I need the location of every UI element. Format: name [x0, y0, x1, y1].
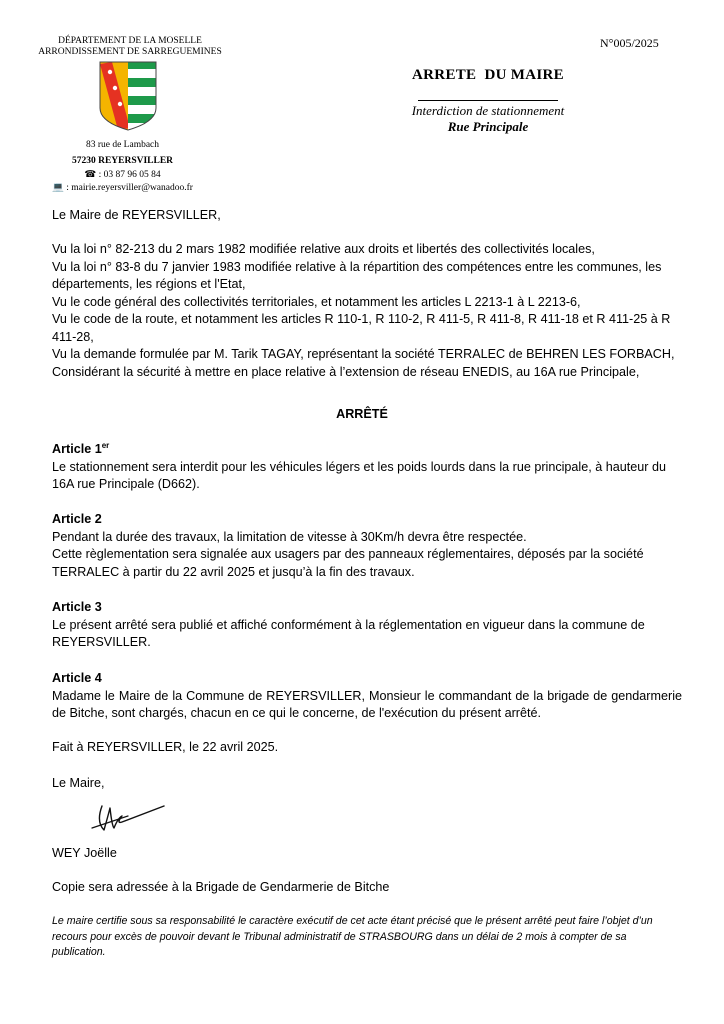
decree-street: Rue Principale	[447, 119, 529, 134]
address-city: 57230 REYERSVILLER	[71, 156, 174, 166]
article-text: Le stationnement sera interdit pour les véhicules légers et les poids lourds dans la rue principale, à hauteur du 16A rue Principale (D662).	[52, 459, 666, 491]
title-divider	[418, 100, 558, 101]
consideration-item: Vu la loi n° 82-213 du 2 mars 1982 modifiée relative aux droits et libertés des collectivités locales,	[52, 242, 595, 256]
article-heading: Article 2	[52, 512, 102, 526]
decision-heading: ARRÊTÉ	[336, 407, 388, 421]
place-date: Fait à REYERSVILLER, le 22 avril 2025.	[52, 740, 279, 754]
copy-notice: Copie sera adressée à la Brigade de Gendarmerie de Bitche	[52, 880, 390, 894]
coat-of-arms-logo	[98, 60, 158, 132]
address-street: 83 rue de Lambach	[85, 140, 160, 150]
email-line	[0, 182, 245, 193]
consideration-item: Vu le code général des collectivités territoriales, et notamment les articles L 2213-1 à L 2213-6,	[52, 294, 581, 309]
signatory-name: WEY Joëlle	[52, 846, 117, 860]
decree-title: ARRETE DU MAIRE	[412, 67, 564, 83]
email-address[interactable]: : mairie.reyersviller@wanadoo.fr	[66, 183, 193, 193]
department-label: DÉPARTEMENT DE LA MOSELLE	[58, 36, 202, 46]
article-4	[52, 670, 682, 723]
consideration-item: Vu la loi n° 83-8 du 7 janvier 1983 modifiée relative à la répartition des compétences entre les communes, les départements, les régions et l'Etat,	[52, 259, 662, 291]
telephone-icon: ☎	[84, 170, 97, 180]
decree-subject: Interdiction de stationnement	[411, 103, 565, 118]
article-heading-text: Article 1	[52, 442, 102, 456]
article-heading: Article 4	[52, 671, 102, 685]
article-2	[52, 511, 682, 581]
phone-number: : 03 87 96 05 84	[98, 170, 161, 180]
considerations-list	[52, 241, 682, 381]
arrondissement-label: ARRONDISSEMENT DE SARREGUEMINES	[38, 47, 222, 57]
consideration-item: Vu le code de la route, et notamment les articles R 110-1, R 110-2, R 411-5, R 411-8, R 411-18 et R 411-25 à R 411-28,	[52, 312, 671, 344]
computer-icon: 💻	[52, 183, 64, 193]
article-heading	[52, 441, 682, 459]
article-text: Pendant la durée des travaux, la limitation de vitesse à 30Km/h devra être respectée.	[52, 529, 527, 544]
consideration-item: Vu la demande formulée par M. Tarik TAGAY, représentant la société TERRALEC de BEHREN LES FORBACH,	[52, 347, 675, 361]
article-1	[52, 441, 682, 494]
article-3	[52, 599, 682, 652]
article-heading-sup: er	[101, 440, 110, 450]
signatory-title: Le Maire,	[52, 776, 105, 790]
article-text: Le présent arrêté sera publié et affiché conformément à la réglementation en vigueur dans la commune de REYERSVILLER.	[52, 617, 645, 649]
phone-line	[0, 169, 245, 180]
article-heading: Article 3	[52, 600, 102, 614]
consideration-item: Considérant la sécurité à mettre en place relative à l’extension de réseau ENEDIS, au 16A rue Principale,	[52, 364, 640, 379]
article-text: Cette règlementation sera signalée aux usagers par des panneaux réglementaires, déposés par la société TERRALEC à partir du 22 avril 2025 et jusqu’à la fin des travaux.	[52, 547, 644, 579]
legal-notice: Le maire certifie sous sa responsabilité le caractère exécutif de cet acte étant précisé que le présent arrêté peut faire l’objet d’un recours pour excès de pouvoir devant le Tribunal administratif de STRASBOURG dans un délai de 2 mois à compter de sa publication.	[52, 915, 653, 958]
signature-image	[88, 796, 168, 836]
decree-number: N°005/2025	[600, 36, 659, 50]
greeting: Le Maire de REYERSVILLER,	[52, 208, 221, 222]
article-text: Madame le Maire de la Commune de REYERSVILLER, Monsieur le commandant de la brigade de gendarmerie de Bitche, sont chargés, chacun en ce qui le concerne, de l'exécution du présent arrêté.	[52, 688, 682, 720]
